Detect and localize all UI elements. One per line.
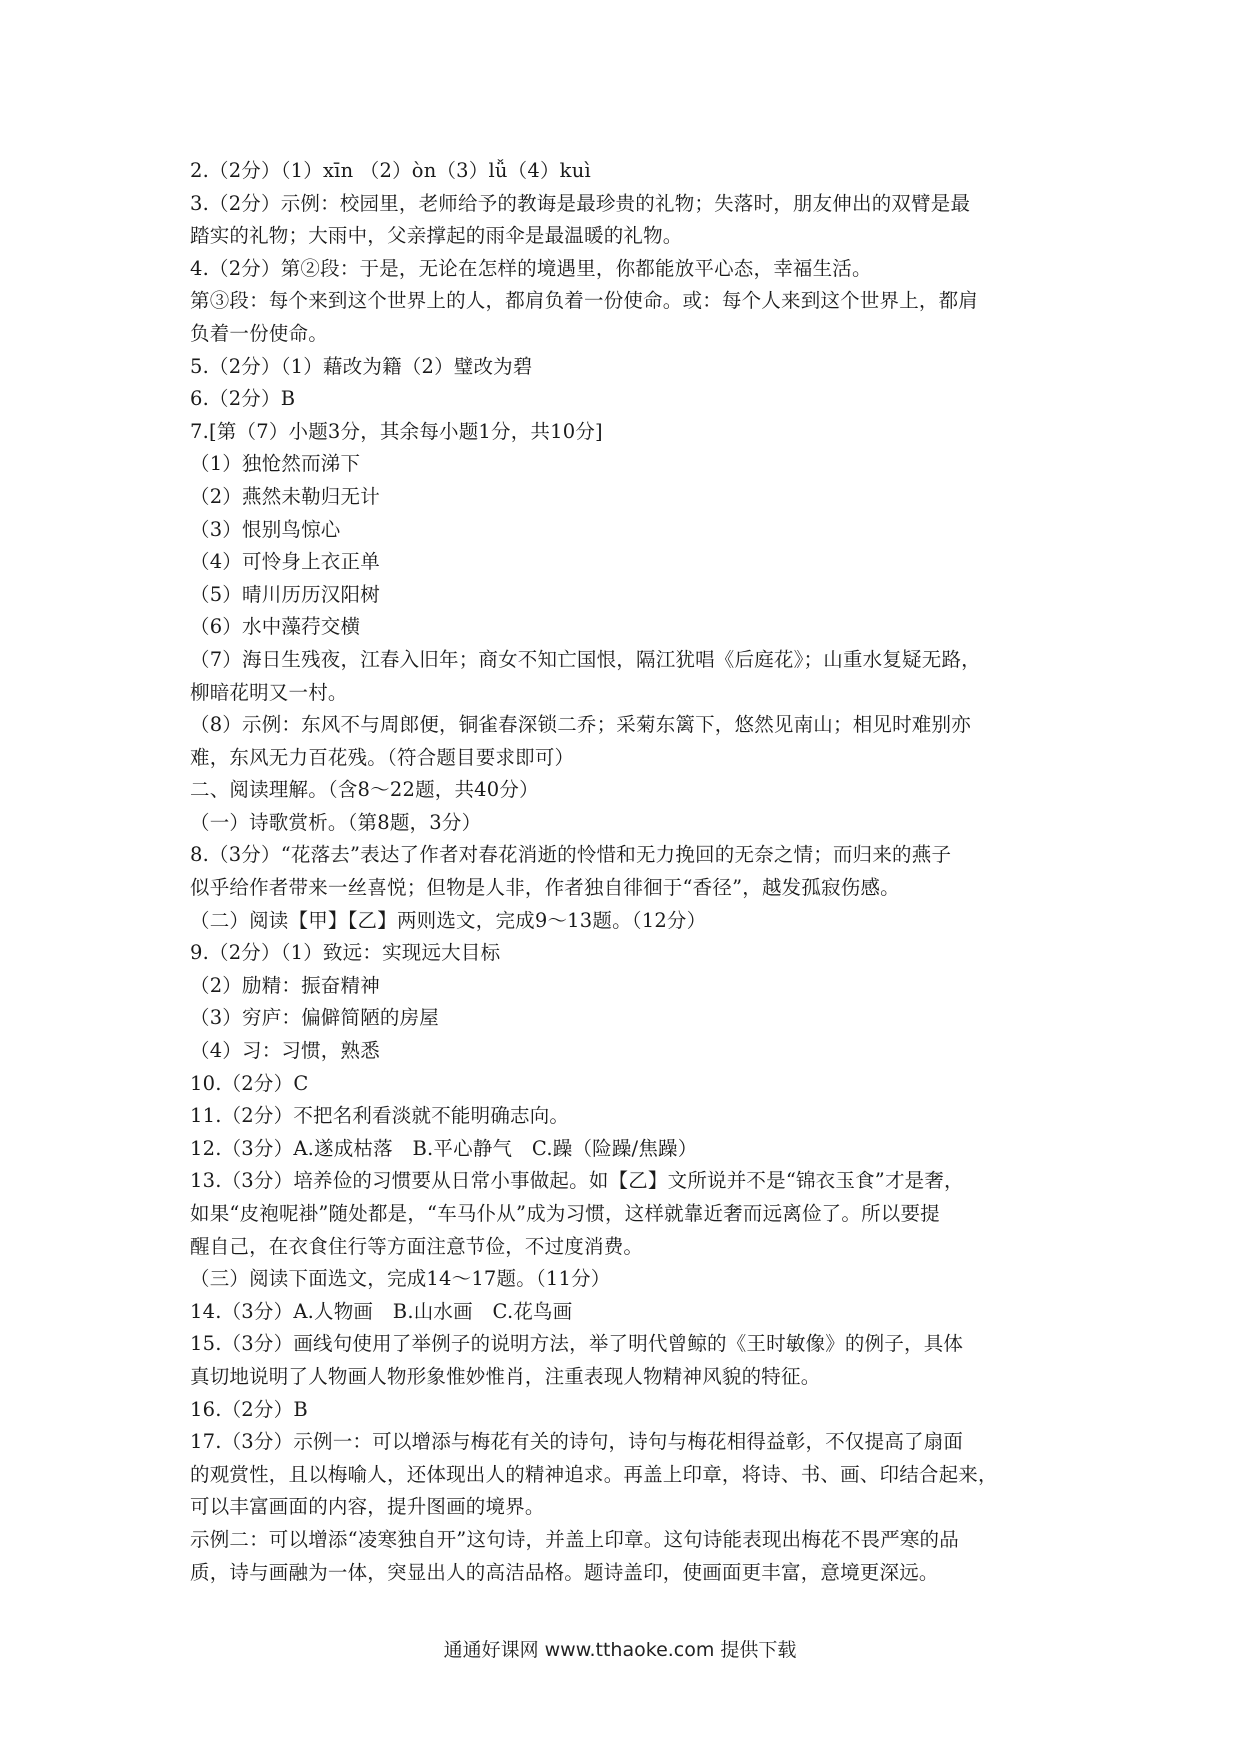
answer-line: 第③段：每个来到这个世界上的人，都肩负着一份使命。或：每个人来到这个世界上，都肩 [190,289,979,313]
answer-line: 10.（2分）C [190,1071,309,1095]
answer-line: 4.（2分）第②段：于是，无论在怎样的境遇里，你都能放平心态，幸福生活。 [190,256,872,280]
answer-line: 5.（2分）（1）藉改为籍（2）璧改为碧 [190,354,533,378]
answer-line: 柳暗花明又一村。 [190,680,348,704]
answer-line: 2.（2分）（1）xīn （2）òn（3）lǚ（4）kuì [190,159,591,182]
answer-line: 12.（3分）A.遂成枯落 B.平心静气 C.躁（险躁/焦躁） [190,1136,698,1160]
answer-line: 真切地说明了人物画人物形象惟妙惟肖，注重表现人物精神风貌的特征。 [190,1364,821,1388]
answer-line: 似乎给作者带来一丝喜悦；但物是人非，作者独自徘徊于“香径”，越发孤寂伤感。 [190,876,900,900]
answer-line: 的观赏性，且以梅喻人，还体现出人的精神追求。再盖上印章，将诗、书、画、印结合起来， [190,1462,998,1486]
answer-line: （4）可怜身上衣正单 [190,550,380,574]
footer-source: 通通好课网 www.tthaoke.com 提供下载 [443,1639,797,1661]
answer-line: 示例二：可以增添“凌寒独自开”这句诗，并盖上印章。这句诗能表现出梅花不畏严寒的品 [190,1527,959,1551]
answer-line: （6）水中藻荇交横 [190,615,361,639]
answer-line: （2）励精：振奋精神 [190,973,380,997]
answer-line: （3）穷庐：偏僻简陋的房屋 [190,1006,440,1030]
answer-line: 醒自己，在衣食住行等方面注意节俭，不过度消费。 [190,1234,644,1258]
answer-line: 8.（3分）“花落去”表达了作者对春花消逝的怜惜和无力挽回的无奈之情；而归来的燕子 [190,843,952,867]
answer-line: 6.（2分）B [190,387,296,411]
answer-line: 质，诗与画融为一体，突显出人的高洁品格。题诗盖印，使画面更丰富，意境更深远。 [190,1560,939,1584]
subsection-heading: （一）诗歌赏析。（第8题，3分） [190,810,482,834]
answer-line: 如果“皮袍呢褂”随处都是，“车马仆从”成为习惯，这样就靠近奢而远离俭了。所以要提 [190,1202,940,1225]
answer-line: 踏实的礼物；大雨中，父亲撑起的雨伞是最温暖的礼物。 [190,224,683,248]
answer-line: 负着一份使命。 [190,321,328,345]
answer-line: （3）恨别鸟惊心 [190,517,341,541]
answer-line: （2）燕然未勒归无计 [190,484,380,508]
answer-line: （1）独怆然而涕下 [190,452,361,476]
answer-line: （4）习：习惯，熟悉 [190,1039,380,1063]
answer-line: 11.（2分）不把名利看淡就不能明确志向。 [190,1104,570,1128]
answer-line: 7.[第（7）小题3分，其余每小题1分，共10分] [190,419,603,443]
subsection-heading: （二）阅读【甲】【乙】两则选文，完成9～13题。（12分） [190,908,707,932]
answer-line: 9.（2分）（1）致远：实现远大目标 [190,941,501,965]
answer-line: （7）海日生残夜，江春入旧年；商女不知亡国恨，隔江犹唱《后庭花》；山重水复疑无路， [190,647,981,671]
answer-line: 17.（3分）示例一：可以增添与梅花有关的诗句，诗句与梅花相得益彰，不仅提高了扇面 [190,1430,964,1454]
answer-content [190,155,1070,1589]
answer-line: 15.（3分）画线句使用了举例子的说明方法，举了明代曾鲸的《王时敏像》的例子，具体 [190,1332,964,1356]
section-heading: 二、阅读理解。（含8～22题，共40分） [190,778,539,802]
answer-line: 16.（2分）B [190,1397,308,1421]
answer-line: （8）示例：东风不与周郎便，铜雀春深锁二乔；采菊东篱下，悠然见南山；相见时难别亦 [190,713,971,737]
answer-line: 3.（2分）示例：校园里，老师给予的教诲是最珍贵的礼物；失落时，朋友伸出的双臂是最 [190,191,971,215]
subsection-heading: （三）阅读下面选文，完成14～17题。（11分） [190,1267,611,1291]
answer-line: 14.（3分）A.人物画 B.山水画 C.花鸟画 [190,1299,573,1323]
answer-line: 难，东风无力百花残。（符合题目要求即可） [190,745,575,769]
answer-line: 可以丰富画面的内容，提升图画的境界。 [190,1495,545,1519]
answer-line: （5）晴川历历汉阳树 [190,582,380,606]
answer-line: 13.（3分）培养俭的习惯要从日常小事做起。如【乙】文所说并不是“锦衣玉食”才是奢， [190,1169,964,1193]
